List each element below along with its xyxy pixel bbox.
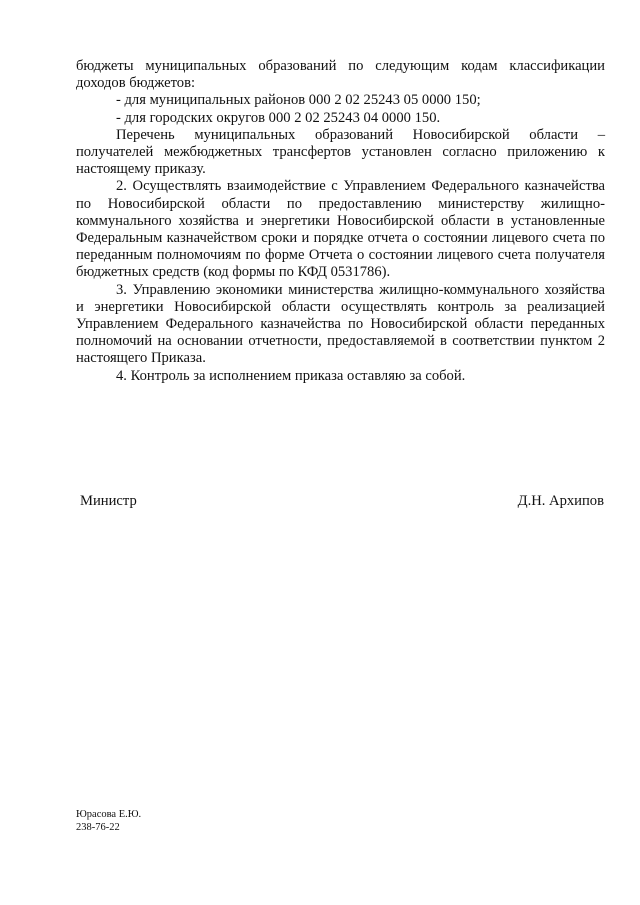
executor-name: Юрасова Е.Ю. xyxy=(76,809,142,820)
document-body xyxy=(76,58,605,385)
paragraph-item-3: 3. Управлению экономики министерства жилищно-коммунального хозяйства и энергетики Новосибирской области осуществлять контроль за реализацией Управлением Федерального казначейства по Новосибирской области переданных полномочий на основании отчетности, предоставляемой в соответствии пунктом 2 настоящего Приказа. xyxy=(76,281,605,367)
signatory-position: Министр xyxy=(80,493,137,509)
executor-footer xyxy=(76,808,141,834)
signatory-name: Д.Н. Архипов xyxy=(517,493,604,509)
list-item-city-districts: - для городских округов 000 2 02 25243 04 0000 150. xyxy=(116,109,441,126)
list-item-municipal-districts: - для муниципальных районов 000 2 02 25243 05 0000 150; xyxy=(116,92,481,109)
paragraph-budget-codes-intro: бюджеты муниципальных образований по следующим кодам классификации доходов бюджетов: xyxy=(76,58,605,92)
paragraph-item-4: 4. Контроль за исполнением приказа оставляю за собой. xyxy=(116,367,466,384)
executor-phone: 238-76-22 xyxy=(76,822,120,833)
paragraph-recipients-list: Перечень муниципальных образований Новосибирской области – получателей межбюджетных трансфертов установлен согласно приложению к настоящему приказу. xyxy=(76,126,605,178)
paragraph-item-2: 2. Осуществлять взаимодействие с Управлением Федерального казначейства по Новосибирской области по предоставлению министерству жилищно-коммунального хозяйства и энергетики Новосибирской области в установленные Федеральным казначейством сроки и порядке отчета о состоянии лицевого счета по переданным полномочиям по форме Отчета о состоянии лицевого счета получателя бюджетных средств (код формы по КФД 0531786). xyxy=(76,178,605,281)
